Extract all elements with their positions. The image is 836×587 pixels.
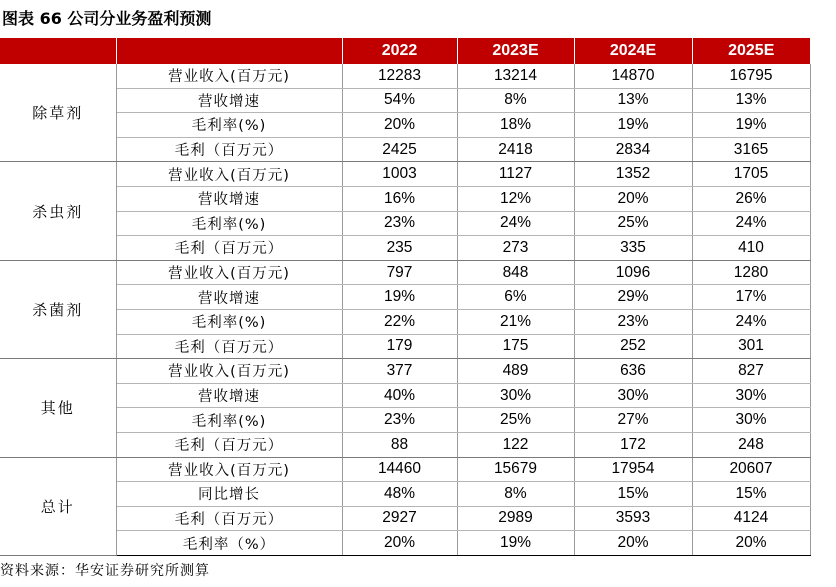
source-note: 资料来源：华安证券研究所测算 xyxy=(0,563,210,579)
value-cell: 88 xyxy=(342,432,457,457)
segment-name: 除草剂 xyxy=(0,64,116,162)
value-cell: 13% xyxy=(692,88,810,113)
segment-name: 杀菌剂 xyxy=(0,260,116,358)
value-cell: 20% xyxy=(342,113,457,138)
header-blank-cell xyxy=(0,38,116,64)
value-cell: 827 xyxy=(692,359,810,384)
value-cell: 15% xyxy=(574,482,692,507)
value-cell: 2834 xyxy=(574,137,692,162)
segment-name: 杀虫剂 xyxy=(0,162,116,260)
value-cell: 40% xyxy=(342,383,457,408)
header-year: 2025E xyxy=(692,38,810,64)
value-cell: 252 xyxy=(574,334,692,359)
metric-label: 营收增速 xyxy=(116,186,342,211)
value-cell: 19% xyxy=(342,285,457,310)
value-cell: 24% xyxy=(692,309,810,334)
value-cell: 16% xyxy=(342,186,457,211)
value-cell: 235 xyxy=(342,236,457,261)
value-cell: 301 xyxy=(692,334,810,359)
value-cell: 410 xyxy=(692,236,810,261)
value-cell: 248 xyxy=(692,432,810,457)
metric-label: 同比增长 xyxy=(116,482,342,507)
value-cell: 54% xyxy=(342,88,457,113)
value-cell: 172 xyxy=(574,432,692,457)
value-cell: 20% xyxy=(692,531,810,556)
value-cell: 26% xyxy=(692,186,810,211)
value-cell: 377 xyxy=(342,359,457,384)
value-cell: 489 xyxy=(457,359,574,384)
table-row xyxy=(0,506,810,531)
table-row xyxy=(0,334,810,359)
metric-label: 毛利率(%) xyxy=(116,408,342,433)
metric-label: 营业收入(百万元) xyxy=(116,359,342,384)
value-cell: 18% xyxy=(457,113,574,138)
table-row xyxy=(0,359,810,384)
metric-label: 毛利（百万元） xyxy=(116,236,342,261)
metric-label: 毛利（百万元） xyxy=(116,506,342,531)
value-cell: 8% xyxy=(457,482,574,507)
value-cell: 19% xyxy=(574,113,692,138)
metric-label: 营业收入(百万元) xyxy=(116,64,342,88)
header-year: 2023E xyxy=(457,38,574,64)
value-cell: 23% xyxy=(574,309,692,334)
value-cell: 29% xyxy=(574,285,692,310)
segment-name: 总计 xyxy=(0,457,116,555)
value-cell: 20% xyxy=(574,531,692,556)
value-cell: 179 xyxy=(342,334,457,359)
value-cell: 30% xyxy=(457,383,574,408)
value-cell: 24% xyxy=(692,211,810,236)
value-cell: 22% xyxy=(342,309,457,334)
metric-label: 营收增速 xyxy=(116,383,342,408)
table-row xyxy=(0,457,810,482)
value-cell: 1096 xyxy=(574,260,692,285)
table-row xyxy=(0,482,810,507)
value-cell: 335 xyxy=(574,236,692,261)
value-cell: 48% xyxy=(342,482,457,507)
table-row xyxy=(0,309,810,334)
value-cell: 2989 xyxy=(457,506,574,531)
metric-label: 毛利（百万元） xyxy=(116,334,342,359)
value-cell: 3165 xyxy=(692,137,810,162)
metric-label: 毛利率（%） xyxy=(116,531,342,556)
value-cell: 30% xyxy=(574,383,692,408)
value-cell: 24% xyxy=(457,211,574,236)
value-cell: 30% xyxy=(692,383,810,408)
value-cell: 19% xyxy=(457,531,574,556)
value-cell: 122 xyxy=(457,432,574,457)
value-cell: 17% xyxy=(692,285,810,310)
table-row xyxy=(0,211,810,236)
value-cell: 21% xyxy=(457,309,574,334)
value-cell: 797 xyxy=(342,260,457,285)
table-row xyxy=(0,531,810,556)
header-year: 2024E xyxy=(574,38,692,64)
value-cell: 25% xyxy=(574,211,692,236)
value-cell: 2425 xyxy=(342,137,457,162)
value-cell: 16795 xyxy=(692,64,810,88)
metric-label: 营业收入(百万元) xyxy=(116,457,342,482)
metric-label: 营收增速 xyxy=(116,88,342,113)
value-cell: 1352 xyxy=(574,162,692,187)
header-blank-cell xyxy=(116,38,342,64)
value-cell: 13% xyxy=(574,88,692,113)
table-row xyxy=(0,408,810,433)
value-cell: 20% xyxy=(342,531,457,556)
page-title: 图表 66 公司分业务盈利预测 xyxy=(2,9,212,28)
metric-label: 毛利率(%) xyxy=(116,113,342,138)
header-year: 2022 xyxy=(342,38,457,64)
table-row xyxy=(0,88,810,113)
metric-label: 营收增速 xyxy=(116,285,342,310)
value-cell: 30% xyxy=(692,408,810,433)
value-cell: 3593 xyxy=(574,506,692,531)
value-cell: 14460 xyxy=(342,457,457,482)
value-cell: 1127 xyxy=(457,162,574,187)
table-row xyxy=(0,236,810,261)
metric-label: 毛利（百万元） xyxy=(116,137,342,162)
metric-label: 毛利率(%) xyxy=(116,211,342,236)
value-cell: 13214 xyxy=(457,64,574,88)
metric-label: 毛利（百万元） xyxy=(116,432,342,457)
value-cell: 20% xyxy=(574,186,692,211)
value-cell: 2927 xyxy=(342,506,457,531)
value-cell: 8% xyxy=(457,88,574,113)
value-cell: 20607 xyxy=(692,457,810,482)
value-cell: 23% xyxy=(342,211,457,236)
segment-name: 其他 xyxy=(0,359,116,457)
value-cell: 23% xyxy=(342,408,457,433)
table-row xyxy=(0,285,810,310)
value-cell: 175 xyxy=(457,334,574,359)
value-cell: 1705 xyxy=(692,162,810,187)
table-row xyxy=(0,64,810,88)
value-cell: 273 xyxy=(457,236,574,261)
value-cell: 4124 xyxy=(692,506,810,531)
table-row xyxy=(0,113,810,138)
value-cell: 14870 xyxy=(574,64,692,88)
value-cell: 19% xyxy=(692,113,810,138)
table-row xyxy=(0,162,810,187)
value-cell: 1280 xyxy=(692,260,810,285)
table-row xyxy=(0,137,810,162)
value-cell: 15% xyxy=(692,482,810,507)
metric-label: 毛利率(%) xyxy=(116,309,342,334)
table-row xyxy=(0,260,810,285)
value-cell: 27% xyxy=(574,408,692,433)
metric-label: 营业收入(百万元) xyxy=(116,260,342,285)
table-row xyxy=(0,186,810,211)
value-cell: 25% xyxy=(457,408,574,433)
header-row xyxy=(0,38,810,64)
value-cell: 848 xyxy=(457,260,574,285)
value-cell: 15679 xyxy=(457,457,574,482)
value-cell: 12% xyxy=(457,186,574,211)
value-cell: 6% xyxy=(457,285,574,310)
table-row xyxy=(0,432,810,457)
forecast-table xyxy=(0,38,811,556)
value-cell: 2418 xyxy=(457,137,574,162)
value-cell: 17954 xyxy=(574,457,692,482)
metric-label: 营业收入(百万元) xyxy=(116,162,342,187)
table-row xyxy=(0,383,810,408)
value-cell: 636 xyxy=(574,359,692,384)
value-cell: 12283 xyxy=(342,64,457,88)
value-cell: 1003 xyxy=(342,162,457,187)
